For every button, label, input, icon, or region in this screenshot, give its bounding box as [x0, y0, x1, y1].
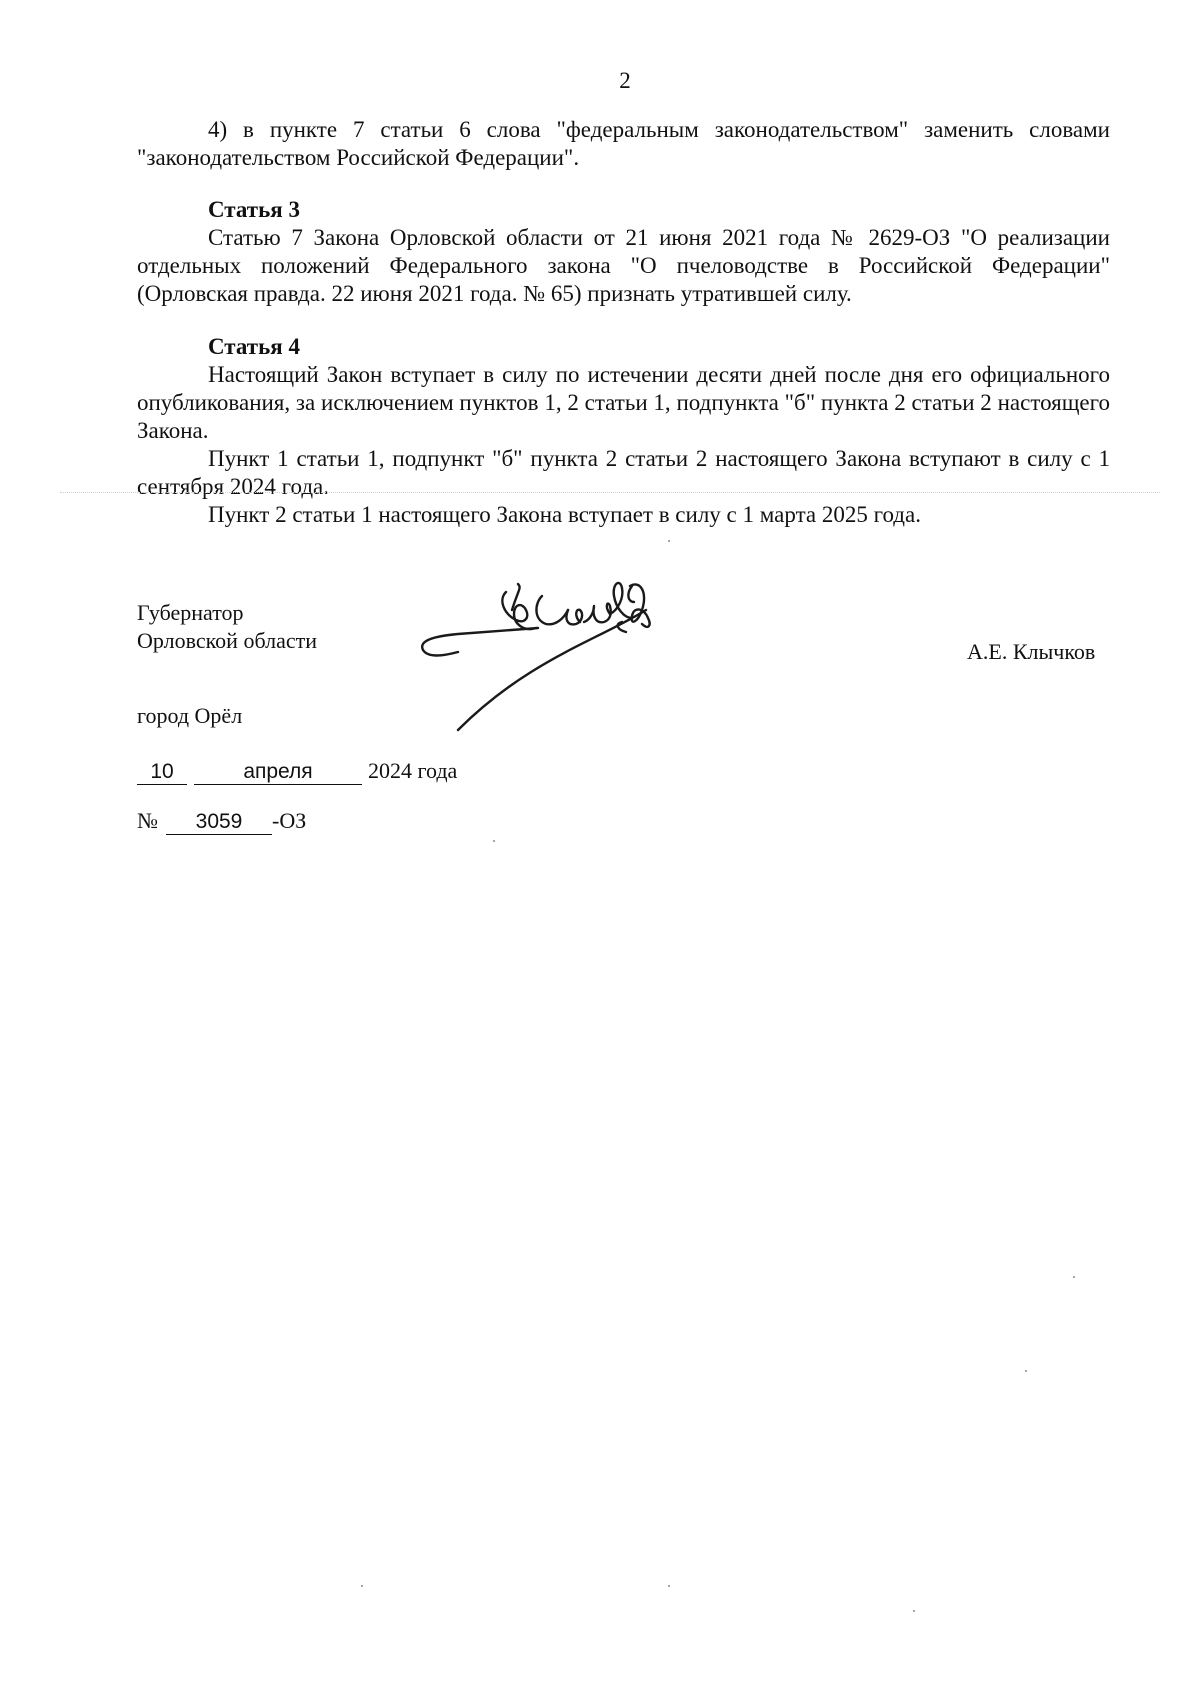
city-name: город Орёл	[137, 703, 243, 728]
article-3-heading: Статья 3	[208, 197, 300, 222]
handwritten-signature	[418, 580, 678, 740]
law-number	[137, 807, 306, 835]
article-4-paragraph-3: Пункт 2 статьи 1 настоящего Закона вступает в силу с 1 марта 2025 года.	[208, 502, 921, 527]
scan-speck	[668, 540, 670, 542]
article-3-section	[137, 196, 1110, 308]
governor-title-line-2: Орловской области	[137, 628, 317, 653]
scan-speck	[1025, 1370, 1027, 1372]
scan-artifact-line	[60, 492, 1160, 493]
law-number-prefix: №	[137, 808, 158, 833]
item-4-paragraph: 4) в пункте 7 статьи 6 слова "федеральным законодательством" заменить словами "законодательством Российской Федерации".	[137, 117, 1110, 170]
scan-speck	[668, 1585, 670, 1587]
item-4-section	[137, 116, 1110, 172]
law-number-suffix: -ОЗ	[272, 808, 307, 833]
article-4-heading: Статья 4	[208, 334, 300, 359]
article-3-paragraph: Статью 7 Закона Орловской области от 21 июня 2021 года № 2629-ОЗ "О реализации отдельных положений Федерального закона "О пчеловодстве в Российской Федерации" (Орловская правда. 22 июня 2021 года. № 65) признать утратившей силу.	[137, 225, 1110, 306]
scan-speck	[493, 840, 495, 842]
date-month: апреля	[194, 760, 362, 785]
article-4-paragraph-2: Пункт 1 статьи 1, подпункт "б" пункта 2 статьи 2 настоящего Закона вступают в силу с 1 сентября 2024 года.	[137, 446, 1110, 499]
governor-title-line-1: Губернатор	[137, 600, 244, 625]
law-number-value: 3059	[166, 810, 272, 835]
scan-speck	[361, 1585, 363, 1587]
governor-title	[137, 599, 317, 655]
scan-speck	[1073, 1276, 1075, 1278]
date-day: 10	[137, 760, 187, 785]
scan-speck	[913, 1610, 915, 1612]
governor-name: А.Е. Клычков	[967, 639, 1096, 664]
page-number: 2	[619, 68, 631, 93]
article-4-section	[137, 333, 1110, 529]
article-4-paragraph-1: Настоящий Закон вступает в силу по истечении десяти дней после дня его официального опубликования, за исключением пунктов 1, 2 статьи 1, подпункта "б" пункта 2 статьи 2 настоящего Закона.	[137, 362, 1110, 443]
date-year: 2024 года	[368, 758, 458, 783]
signing-date	[137, 757, 457, 785]
